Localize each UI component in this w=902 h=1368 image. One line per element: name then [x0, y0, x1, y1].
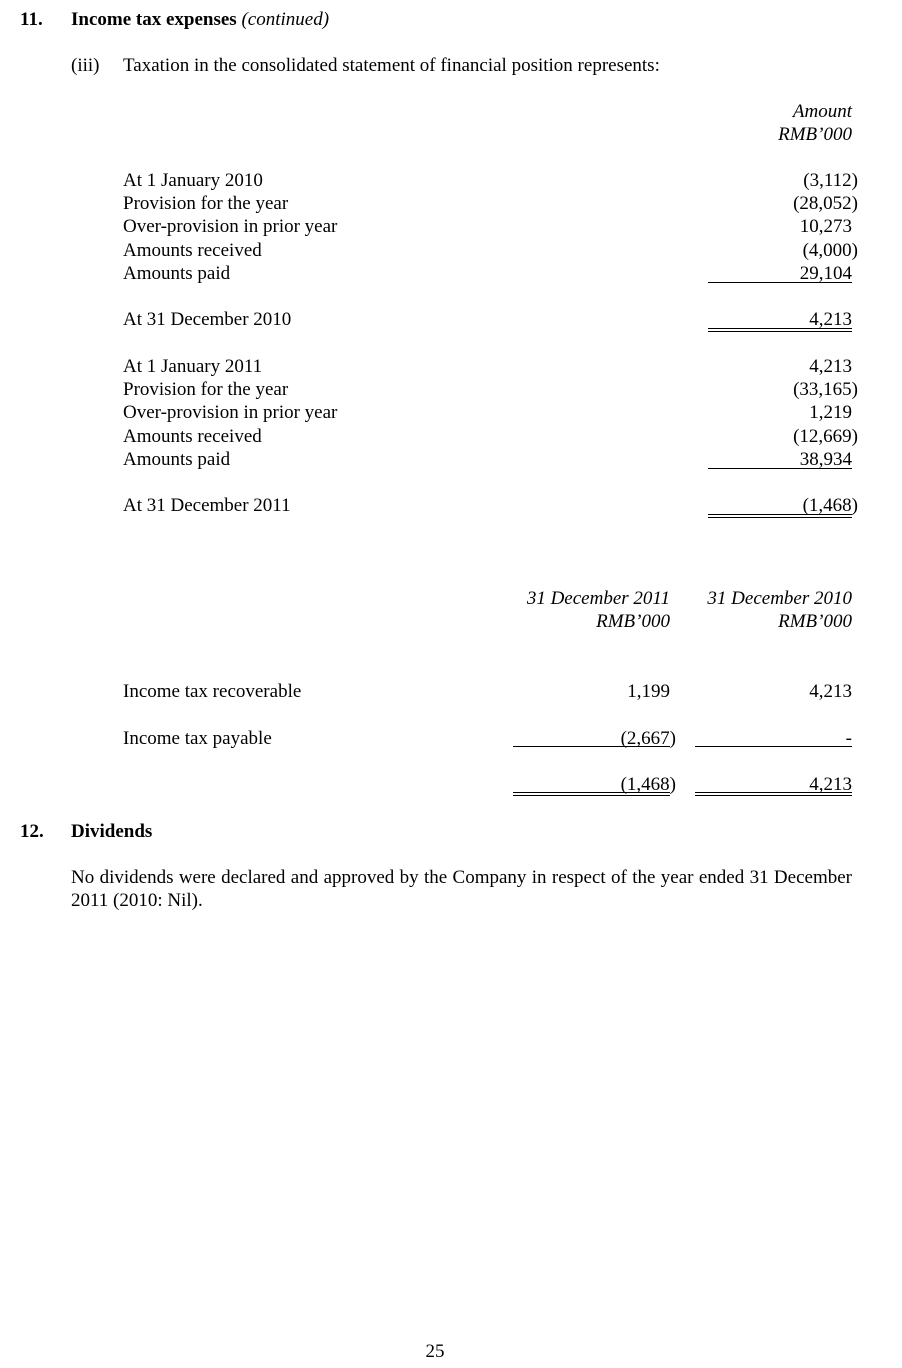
- balance-value-2011: (2,667): [620, 728, 676, 749]
- total-label: At 31 December 2011: [123, 495, 291, 516]
- balance-row-label: Income tax payable: [123, 728, 272, 749]
- row-value: (33,165): [793, 379, 858, 400]
- row-label: At 1 January 2010: [123, 170, 263, 191]
- balance-total-2010: 4,213: [809, 774, 852, 795]
- row-value: (3,112): [803, 170, 858, 191]
- row-value: (4,000): [802, 240, 858, 261]
- row-value: 1,219: [809, 402, 852, 423]
- section-12-number: 12.: [20, 821, 44, 842]
- row-value: (28,052): [793, 193, 858, 214]
- section-11-heading: [71, 8, 329, 31]
- row-label: Over-provision in prior year: [123, 402, 338, 423]
- total-label: At 31 December 2010: [123, 309, 292, 330]
- row-value: 38,934: [799, 449, 852, 470]
- row-label: At 1 January 2011: [123, 356, 263, 377]
- subsection-text: Taxation in the consolidated statement of financial position represents:: [123, 55, 660, 76]
- total-value: 4,213: [809, 309, 852, 330]
- balance-total-2011: (1,468): [620, 774, 676, 795]
- row-label: Provision for the year: [123, 193, 289, 214]
- amount-header: Amount: [792, 101, 852, 122]
- total-double-underline: [708, 514, 852, 518]
- col-2011-header: 31 December 2011: [526, 588, 670, 609]
- col-2010-header: 31 December 2010: [707, 588, 852, 609]
- row-label: Provision for the year: [123, 379, 289, 400]
- total-double-underline: [513, 792, 670, 796]
- total-double-underline: [695, 792, 852, 796]
- page-number: 25: [425, 1341, 445, 1362]
- total-double-underline: [708, 328, 852, 332]
- section-11-title: Income tax expenses: [71, 9, 237, 30]
- row-value: 29,104: [799, 263, 852, 284]
- row-label: Amounts paid: [123, 263, 231, 284]
- col-2010-unit: RMB’000: [778, 611, 852, 632]
- total-value: (1,468): [802, 495, 858, 516]
- subtotal-underline: [708, 468, 852, 469]
- section-11-title-suffix: (continued): [241, 9, 330, 30]
- section-11-number: 11.: [20, 9, 43, 30]
- subtotal-underline: [513, 746, 670, 747]
- balance-value-2011: 1,199: [627, 681, 670, 702]
- row-label: Over-provision in prior year: [123, 216, 338, 237]
- row-value: (12,669): [793, 426, 858, 447]
- amount-unit-header: RMB’000: [778, 124, 852, 145]
- subsection-marker: (iii): [71, 55, 100, 76]
- balance-row-label: Income tax recoverable: [123, 681, 302, 702]
- section-12-title: Dividends: [71, 821, 153, 842]
- subtotal-underline: [708, 282, 852, 283]
- row-value: 4,213: [809, 356, 852, 377]
- row-label: Amounts received: [123, 240, 262, 261]
- balance-value-2010: 4,213: [809, 681, 852, 702]
- subtotal-underline: [695, 746, 852, 747]
- row-value: 10,273: [799, 216, 852, 237]
- balance-value-2010: -: [845, 728, 852, 749]
- row-label: Amounts paid: [123, 449, 231, 470]
- col-2011-unit: RMB’000: [596, 611, 670, 632]
- row-label: Amounts received: [123, 426, 262, 447]
- dividends-paragraph: No dividends were declared and approved by the Company in respect of the year ended 31 December 2011 (2010: Nil).: [71, 867, 852, 911]
